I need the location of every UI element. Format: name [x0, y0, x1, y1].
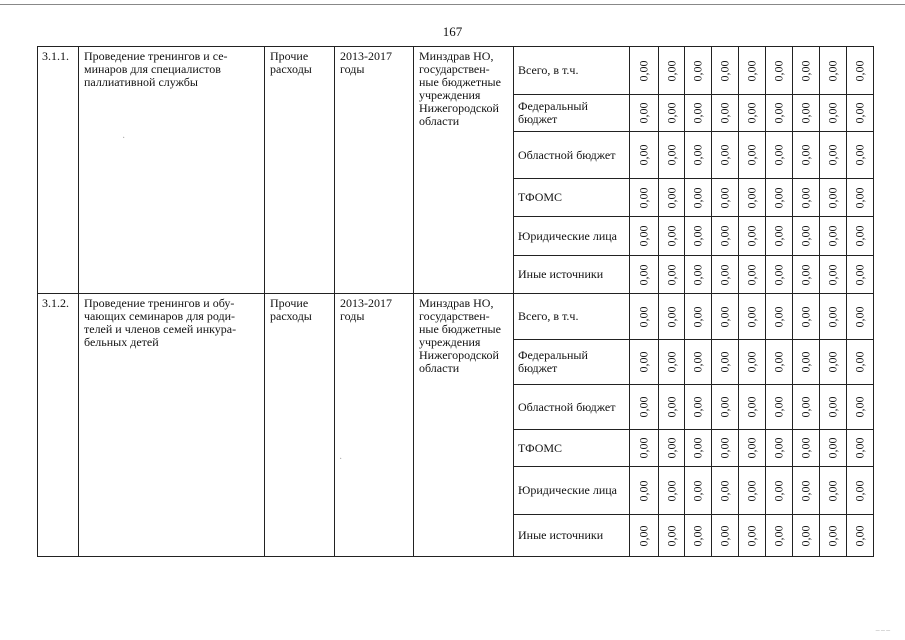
- row-executor: Минздрав НО, государствен-ные бюджетные учреждения Нижегородской области: [414, 47, 514, 294]
- amount-value: 0,00: [825, 60, 840, 81]
- row-code: 3.1.1.: [38, 47, 79, 294]
- amount-cell: [630, 340, 659, 385]
- amount-value: 0,00: [744, 187, 759, 208]
- scan-mark: ·: [339, 454, 343, 465]
- amount-value: 0,00: [664, 306, 678, 327]
- amount-value: 0,00: [771, 306, 786, 327]
- amount-value: 0,00: [771, 102, 786, 124]
- amount-value: 0,00: [798, 144, 813, 166]
- amount-cell: [793, 256, 820, 294]
- funding-source-label: Федеральный бюджет: [514, 95, 630, 132]
- amount-value: 0,00: [636, 102, 651, 124]
- amount-cell: [630, 294, 659, 340]
- amount-cell: [739, 515, 766, 557]
- amount-value: 0,00: [636, 60, 651, 81]
- amount-value: 0,00: [636, 396, 651, 418]
- amount-cell: [659, 179, 685, 217]
- amount-cell: [659, 430, 685, 467]
- funding-source-label: Федеральный бюджет: [514, 340, 630, 385]
- amount-cell: [847, 179, 874, 217]
- amount-cell: [766, 47, 793, 95]
- amount-cell: [766, 179, 793, 217]
- amount-cell: [630, 467, 659, 515]
- amount-value: 0,00: [825, 437, 840, 459]
- amount-value: 0,00: [852, 187, 867, 208]
- amount-value: 0,00: [852, 437, 867, 459]
- amount-cell: [712, 47, 739, 95]
- amount-cell: [712, 467, 739, 515]
- amount-cell: [712, 515, 739, 557]
- amount-value: 0,00: [798, 437, 813, 459]
- amount-value: 0,00: [664, 437, 678, 459]
- amount-value: 0,00: [717, 225, 732, 247]
- amount-cell: [712, 95, 739, 132]
- amount-cell: [766, 95, 793, 132]
- amount-cell: [685, 179, 712, 217]
- amount-value: 0,00: [717, 144, 732, 166]
- amount-cell: [685, 430, 712, 467]
- amount-cell: [659, 217, 685, 256]
- amount-cell: [847, 430, 874, 467]
- amount-value: 0,00: [825, 396, 840, 418]
- amount-value: 0,00: [717, 306, 732, 327]
- amount-cell: [659, 132, 685, 179]
- amount-cell: [793, 95, 820, 132]
- amount-cell: [659, 385, 685, 430]
- amount-value: 0,00: [717, 480, 732, 501]
- amount-cell: [847, 294, 874, 340]
- amount-value: 0,00: [690, 396, 705, 418]
- amount-value: 0,00: [636, 306, 651, 327]
- amount-cell: [739, 95, 766, 132]
- amount-cell: [685, 132, 712, 179]
- amount-cell: [659, 294, 685, 340]
- amount-cell: [847, 515, 874, 557]
- amount-cell: [739, 467, 766, 515]
- funding-source-label: Областной бюджет: [514, 132, 630, 179]
- amount-value: 0,00: [664, 525, 678, 546]
- amount-cell: [847, 256, 874, 294]
- amount-value: 0,00: [690, 102, 705, 124]
- amount-cell: [847, 47, 874, 95]
- amount-value: 0,00: [825, 225, 840, 247]
- amount-cell: [739, 385, 766, 430]
- amount-value: 0,00: [798, 60, 813, 81]
- amount-cell: [793, 132, 820, 179]
- amount-cell: [847, 132, 874, 179]
- budget-table: [37, 46, 874, 557]
- amount-value: 0,00: [690, 351, 705, 373]
- amount-cell: [659, 340, 685, 385]
- amount-value: 0,00: [636, 351, 651, 373]
- amount-value: 0,00: [744, 437, 759, 459]
- amount-value: 0,00: [852, 60, 867, 81]
- amount-value: 0,00: [771, 187, 786, 208]
- amount-cell: [739, 47, 766, 95]
- amount-value: 0,00: [717, 264, 732, 285]
- amount-cell: [659, 515, 685, 557]
- amount-cell: [820, 95, 847, 132]
- amount-value: 0,00: [664, 480, 678, 501]
- amount-value: 0,00: [825, 351, 840, 373]
- amount-cell: [766, 294, 793, 340]
- amount-cell: [712, 256, 739, 294]
- funding-source-label: Иные источники: [514, 256, 630, 294]
- amount-cell: [659, 95, 685, 132]
- amount-value: 0,00: [798, 264, 813, 285]
- scan-mark: ⁻⁻⁻: [875, 628, 891, 639]
- amount-cell: [793, 217, 820, 256]
- amount-value: 0,00: [744, 60, 759, 81]
- amount-value: 0,00: [825, 306, 840, 327]
- amount-value: 0,00: [636, 264, 651, 285]
- amount-cell: [766, 430, 793, 467]
- amount-value: 0,00: [771, 525, 786, 546]
- amount-value: 0,00: [690, 437, 705, 459]
- amount-cell: [712, 179, 739, 217]
- amount-value: 0,00: [744, 225, 759, 247]
- amount-cell: [766, 385, 793, 430]
- row-name: Проведение тренингов и обу-чающих семинаров для роди-телей и членов семей инкура-бельных детей: [79, 294, 265, 557]
- amount-cell: [659, 467, 685, 515]
- amount-cell: [820, 467, 847, 515]
- amount-cell: [630, 256, 659, 294]
- amount-value: 0,00: [771, 60, 786, 81]
- funding-source-label: Иные источники: [514, 515, 630, 557]
- amount-cell: [685, 217, 712, 256]
- page-number: 167: [442, 24, 463, 39]
- amount-value: 0,00: [744, 264, 759, 285]
- amount-value: 0,00: [852, 351, 867, 373]
- amount-value: 0,00: [825, 480, 840, 501]
- amount-value: 0,00: [636, 525, 651, 546]
- amount-cell: [739, 256, 766, 294]
- amount-cell: [630, 132, 659, 179]
- funding-source-label: Юридические лица: [514, 467, 630, 515]
- amount-value: 0,00: [852, 396, 867, 418]
- amount-value: 0,00: [825, 102, 840, 124]
- amount-value: 0,00: [717, 60, 732, 81]
- amount-cell: [793, 515, 820, 557]
- funding-source-label: ТФОМС: [514, 430, 630, 467]
- amount-value: 0,00: [852, 306, 867, 327]
- amount-cell: [630, 179, 659, 217]
- amount-cell: [630, 217, 659, 256]
- amount-cell: [820, 47, 847, 95]
- amount-cell: [659, 256, 685, 294]
- amount-value: 0,00: [636, 144, 651, 166]
- amount-cell: [847, 340, 874, 385]
- amount-value: 0,00: [636, 187, 651, 208]
- amount-value: 0,00: [717, 525, 732, 546]
- amount-value: 0,00: [690, 144, 705, 166]
- row-period: 2013-2017 годы: [335, 47, 414, 294]
- amount-value: 0,00: [852, 225, 867, 247]
- amount-value: 0,00: [744, 396, 759, 418]
- amount-value: 0,00: [744, 480, 759, 501]
- row-name: Проведение тренингов и се-минаров для специалистов паллиативной службы: [79, 47, 265, 294]
- amount-cell: [712, 294, 739, 340]
- amount-value: 0,00: [717, 102, 732, 124]
- amount-cell: [685, 47, 712, 95]
- amount-cell: [739, 217, 766, 256]
- amount-value: 0,00: [664, 264, 678, 285]
- amount-cell: [793, 467, 820, 515]
- funding-source-label: ТФОМС: [514, 179, 630, 217]
- amount-value: 0,00: [636, 480, 651, 501]
- amount-cell: [820, 132, 847, 179]
- amount-cell: [630, 47, 659, 95]
- amount-value: 0,00: [690, 225, 705, 247]
- amount-value: 0,00: [852, 480, 867, 501]
- amount-value: 0,00: [636, 225, 651, 247]
- amount-value: 0,00: [690, 60, 705, 81]
- amount-value: 0,00: [664, 396, 678, 418]
- amount-cell: [712, 217, 739, 256]
- amount-cell: [712, 132, 739, 179]
- funding-source-label: Всего, в т.ч.: [514, 47, 630, 95]
- amount-cell: [847, 467, 874, 515]
- amount-value: 0,00: [717, 351, 732, 373]
- amount-cell: [739, 132, 766, 179]
- amount-value: 0,00: [664, 351, 678, 373]
- amount-value: 0,00: [690, 187, 705, 208]
- amount-value: 0,00: [798, 306, 813, 327]
- amount-cell: [820, 430, 847, 467]
- table-row: [38, 294, 874, 340]
- amount-cell: [820, 294, 847, 340]
- amount-value: 0,00: [744, 144, 759, 166]
- amount-cell: [793, 179, 820, 217]
- amount-cell: [820, 340, 847, 385]
- top-border-line: [0, 4, 905, 5]
- amount-value: 0,00: [825, 525, 840, 546]
- amount-cell: [739, 430, 766, 467]
- amount-value: 0,00: [798, 225, 813, 247]
- amount-value: 0,00: [744, 525, 759, 546]
- amount-cell: [739, 179, 766, 217]
- amount-cell: [712, 430, 739, 467]
- amount-cell: [847, 217, 874, 256]
- amount-cell: [820, 256, 847, 294]
- amount-cell: [766, 467, 793, 515]
- amount-value: 0,00: [664, 60, 678, 81]
- amount-cell: [766, 132, 793, 179]
- funding-source-label: Юридические лица: [514, 217, 630, 256]
- row-period: 2013-2017 годы: [335, 294, 414, 557]
- amount-cell: [766, 515, 793, 557]
- amount-value: 0,00: [771, 351, 786, 373]
- amount-value: 0,00: [636, 437, 651, 459]
- amount-cell: [685, 385, 712, 430]
- amount-cell: [793, 385, 820, 430]
- amount-value: 0,00: [852, 264, 867, 285]
- amount-cell: [766, 256, 793, 294]
- amount-value: 0,00: [771, 396, 786, 418]
- amount-value: 0,00: [744, 102, 759, 124]
- amount-cell: [739, 340, 766, 385]
- row-code: 3.1.2.: [38, 294, 79, 557]
- amount-value: 0,00: [771, 264, 786, 285]
- amount-value: 0,00: [744, 306, 759, 327]
- amount-cell: [712, 340, 739, 385]
- amount-value: 0,00: [825, 144, 840, 166]
- amount-value: 0,00: [798, 187, 813, 208]
- amount-cell: [793, 430, 820, 467]
- amount-value: 0,00: [771, 225, 786, 247]
- amount-cell: [793, 294, 820, 340]
- amount-value: 0,00: [690, 264, 705, 285]
- amount-value: 0,00: [771, 437, 786, 459]
- amount-cell: [630, 515, 659, 557]
- amount-cell: [685, 340, 712, 385]
- amount-value: 0,00: [825, 187, 840, 208]
- amount-cell: [739, 294, 766, 340]
- amount-cell: [793, 47, 820, 95]
- funding-source-label: Областной бюджет: [514, 385, 630, 430]
- amount-cell: [685, 294, 712, 340]
- amount-value: 0,00: [664, 225, 678, 247]
- amount-value: 0,00: [825, 264, 840, 285]
- row-expense-type: Прочие расходы: [265, 47, 335, 294]
- amount-cell: [820, 217, 847, 256]
- amount-cell: [685, 256, 712, 294]
- amount-cell: [630, 430, 659, 467]
- funding-source-label: Всего, в т.ч.: [514, 294, 630, 340]
- amount-value: 0,00: [798, 525, 813, 546]
- amount-cell: [630, 385, 659, 430]
- row-expense-type: Прочие расходы: [265, 294, 335, 557]
- amount-value: 0,00: [798, 102, 813, 124]
- amount-cell: [820, 179, 847, 217]
- amount-cell: [685, 467, 712, 515]
- amount-cell: [630, 95, 659, 132]
- amount-cell: [847, 385, 874, 430]
- amount-value: 0,00: [717, 437, 732, 459]
- scan-mark: ·: [122, 133, 126, 144]
- table-row: [38, 47, 874, 95]
- amount-cell: [766, 340, 793, 385]
- amount-value: 0,00: [690, 480, 705, 501]
- amount-value: 0,00: [852, 102, 867, 124]
- amount-cell: [659, 47, 685, 95]
- amount-cell: [847, 95, 874, 132]
- amount-cell: [685, 95, 712, 132]
- amount-value: 0,00: [771, 480, 786, 501]
- amount-value: 0,00: [798, 351, 813, 373]
- amount-cell: [793, 340, 820, 385]
- amount-value: 0,00: [798, 480, 813, 501]
- amount-cell: [766, 217, 793, 256]
- amount-value: 0,00: [771, 144, 786, 166]
- amount-value: 0,00: [798, 396, 813, 418]
- amount-cell: [685, 515, 712, 557]
- amount-value: 0,00: [717, 187, 732, 208]
- amount-value: 0,00: [664, 187, 678, 208]
- amount-value: 0,00: [690, 525, 705, 546]
- amount-value: 0,00: [664, 144, 678, 166]
- amount-value: 0,00: [717, 396, 732, 418]
- row-executor: Минздрав НО, государствен-ные бюджетные учреждения Нижегородской области: [414, 294, 514, 557]
- amount-cell: [820, 385, 847, 430]
- amount-value: 0,00: [852, 525, 867, 546]
- amount-value: 0,00: [744, 351, 759, 373]
- amount-value: 0,00: [664, 102, 678, 124]
- amount-value: 0,00: [690, 306, 705, 327]
- amount-cell: [712, 385, 739, 430]
- amount-cell: [820, 515, 847, 557]
- amount-value: 0,00: [852, 144, 867, 166]
